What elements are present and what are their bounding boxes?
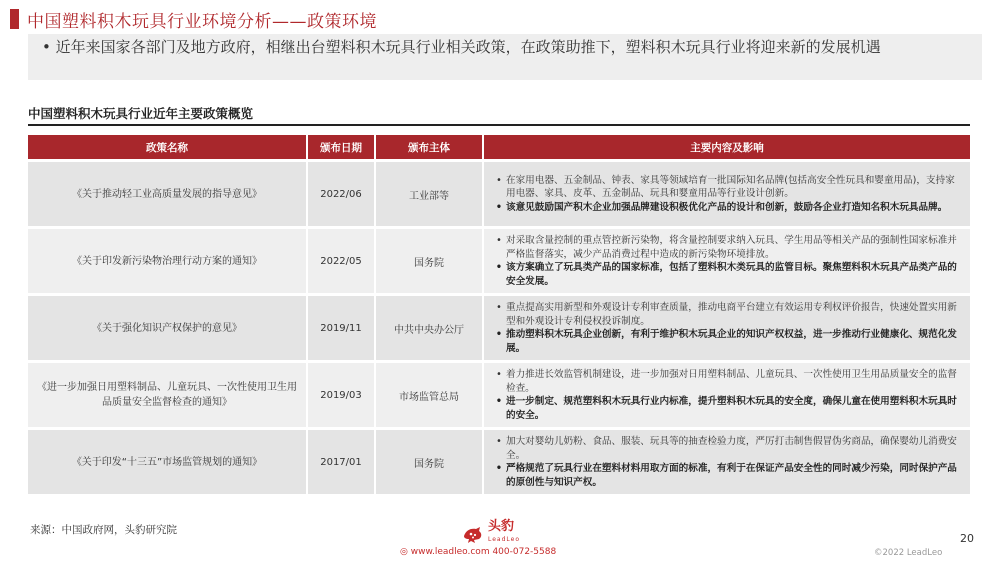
title-accent-bar	[10, 9, 19, 29]
brand-logo	[462, 520, 520, 546]
intro-bullet: •	[42, 38, 51, 56]
brand-sub: LeadLeo	[488, 536, 521, 543]
contact-text: www.leadleo.com 400-072-5588	[410, 547, 557, 557]
intro-content: 近年来国家各部门及地方政府，相继出台塑料积木玩具行业相关政策，在政策助推下，塑料积木玩具行业将迎来新的发展机遇	[55, 38, 881, 56]
policy-content	[484, 229, 970, 293]
content-point-impact: • 推动塑料积木玩具企业创新，有利于维护积木玩具企业的知识产权权益，进一步推动行业健康化、规范化发展。	[495, 329, 957, 354]
policy-issuer: 国务院	[376, 430, 484, 494]
intro-box	[28, 34, 982, 80]
brand-name-text: 头豹	[488, 519, 515, 534]
policy-issuer: 工业部等	[376, 162, 484, 226]
policy-name: 《关于强化知识产权保护的意见》	[28, 296, 308, 360]
header-issuer: 颁布主体	[376, 135, 484, 159]
policy-name: 《关于印发“十三五”市场监管规划的通知》	[28, 430, 308, 494]
copyright-note: ©2022 LeadLeo	[874, 548, 943, 558]
globe-icon: ◎	[400, 547, 408, 557]
table-row	[28, 229, 970, 293]
policy-content	[484, 363, 970, 427]
page-number: 20	[960, 532, 974, 545]
page-title-bar	[10, 8, 377, 30]
table-row	[28, 363, 970, 427]
policy-name: 《进一步加强日用塑料制品、儿童玩具、一次性使用卫生用品质量安全监督检查的通知》	[28, 363, 308, 427]
page-title: 中国塑料积木玩具行业环境分析——政策环境	[27, 11, 377, 32]
content-point: • 着力推进长效监管机制建设，进一步加强对日用塑料制品、儿童玩具、一次性使用卫生用品质量安全的监督检查。	[496, 369, 957, 394]
policy-content	[484, 430, 970, 494]
policy-date: 2022/05	[308, 229, 376, 293]
header-content: 主要内容及影响	[484, 135, 970, 159]
brand-name	[488, 520, 520, 546]
policy-date: 2022/06	[308, 162, 376, 226]
content-point: • 重点提高实用新型和外观设计专利审查质量，推动电商平台建立有效运用专利权评价报告，快速处置实用新型和外观设计专利侵权投诉制度。	[496, 302, 957, 327]
policy-content	[484, 162, 970, 226]
content-point: • 在家用电器、五金制品、钟表、家具等领域培育一批国际知名品牌(包括高安全性玩具和婴童用品)，支持家用电器、家具、皮革、五金制品、玩具和婴童用品等行业设计创新。	[496, 174, 955, 200]
intro-text	[42, 37, 968, 58]
content-point-impact: • 该意见鼓励国产积木企业加强品牌建设积极优化产品的设计和创新，鼓励各企业打造知名积木玩具品牌。	[495, 201, 948, 213]
policy-issuer: 国务院	[376, 229, 484, 293]
source-note: 来源：中国政府网，头豹研究院	[30, 524, 177, 536]
policy-name: 《关于印发新污染物治理行动方案的通知》	[28, 229, 308, 293]
policy-date: 2019/11	[308, 296, 376, 360]
policy-table	[28, 132, 970, 497]
table-row	[28, 162, 970, 226]
contact-info	[400, 547, 556, 557]
content-point-impact: • 严格规范了玩具行业在塑料材料用取方面的标准，有利于在保证产品安全性的同时减少污染，同时保护产品的原创性与知识产权。	[495, 463, 957, 488]
policy-date: 2017/01	[308, 430, 376, 494]
content-point: • 加大对婴幼儿奶粉、食品、服装、玩具等的抽查检验力度，严厉打击制售假冒伪劣商品，确保婴幼儿消费安全。	[496, 436, 957, 461]
table-title-rule	[28, 124, 970, 126]
policy-name: 《关于推动轻工业高质量发展的指导意见》	[28, 162, 308, 226]
policy-content	[484, 296, 970, 360]
table-title: 中国塑料积木玩具行业近年主要政策概览	[28, 106, 254, 121]
content-point-impact: • 该方案确立了玩具类产品的国家标准，包括了塑料积木类玩具的监管目标。聚焦塑料积木玩具产品类产品的安全发展。	[495, 262, 957, 287]
header-date: 颁布日期	[308, 135, 376, 159]
header-policy-name: 政策名称	[28, 135, 308, 159]
table-header-row	[28, 135, 970, 159]
table-row	[28, 430, 970, 494]
policy-date: 2019/03	[308, 363, 376, 427]
leopard-icon	[462, 522, 484, 544]
table-row	[28, 296, 970, 360]
content-point-impact: • 进一步制定、规范塑料积木玩具行业内标准，提升塑料积木玩具的安全度，确保儿童在使用塑料积木玩具时的安全。	[495, 396, 957, 421]
policy-issuer: 中共中央办公厅	[376, 296, 484, 360]
policy-issuer: 市场监管总局	[376, 363, 484, 427]
content-point: • 对采取含量控制的重点管控新污染物，将含量控制要求纳入玩具、学生用品等相关产品的强制性国家标准并严格监督落实，减少产品消费过程中造成的新污染物环境排放。	[496, 235, 957, 260]
